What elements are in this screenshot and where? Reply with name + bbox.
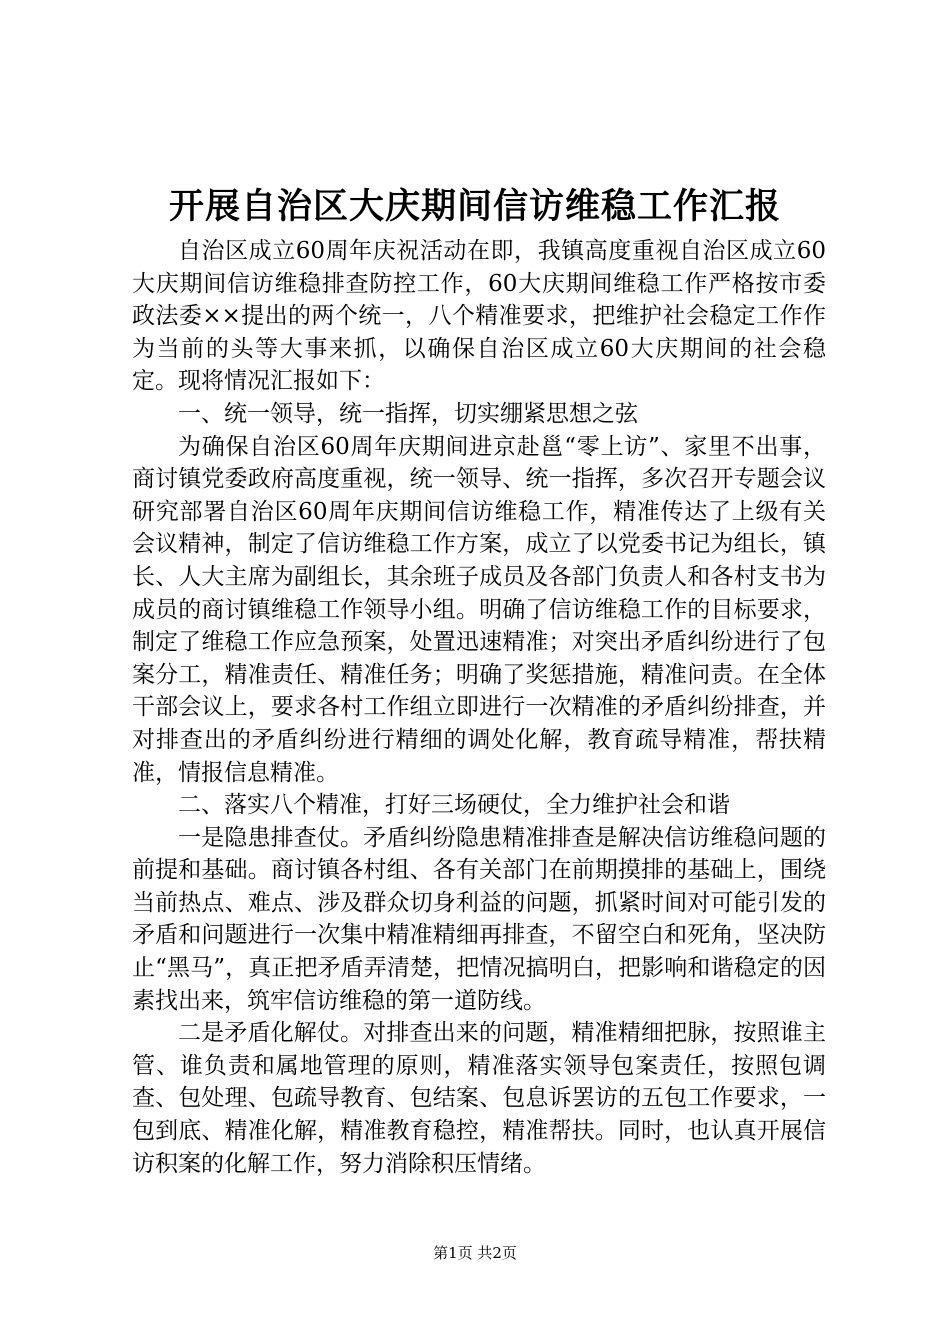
- section-1-paragraph: 为确保自治区60周年庆期间进京赴邕“零上访”、家里不出事，商讨镇党委政府高度重视，统一领导、统一指挥，多次召开专题会议研究部署自治区60周年庆期间信访维稳工作，精准传达了上级有关会议精神，制定了信访维稳工作方案，成立了以党委书记为组长，镇长、人大主席为副组长，其余班子成员及各部门负责人和各村支书为成员的商讨镇维稳工作领导小组。明确了信访维稳工作的目标要求，制定了维稳工作应急预案，处置迅速精准；对突出矛盾纠纷进行了包案分工，精准责任、精准任务；明确了奖惩措施，精准问责。在全体干部会议上，要求各村工作组立即进行一次精准的矛盾纠纷排查，并对排查出的矛盾纠纷进行精细的调处化解，教育疏导精准，帮扶精准，情报信息精准。: [132, 433, 826, 786]
- section-2-paragraph-2: 二是矛盾化解仗。对排查出来的问题，精准精细把脉，按照谁主管、谁负责和属地管理的原则，精准落实领导包案责任，按照包调查、包处理、包疏导教育、包结案、包息诉罢访的五包工作要求，一包到底、精准化解，精准教育稳控，精准帮扶。同时，也认真开展信访积案的化解工作，努力消除积压情绪。: [132, 1020, 826, 1177]
- section-2-paragraph-1: 一是隐患排查仗。矛盾纠纷隐患精准排查是解决信访维稳问题的前提和基础。商讨镇各村组、各有关部门在前期摸排的基础上，围绕当前热点、难点、涉及群众切身利益的问题，抓紧时间对可能引发的矛盾和问题进行一次集中精准精细再排查，不留空白和死角，坚决防止“黑马”，真正把矛盾弄清楚，把情况搞明白，把影响和谐稳定的因素找出来，筑牢信访维稳的第一道防线。: [132, 824, 826, 1014]
- intro-paragraph: 自治区成立60周年庆祝活动在即，我镇高度重视自治区成立60大庆期间信访维稳排查防控工作，60大庆期间维稳工作严格按市委政法委××提出的两个统一，八个精准要求，把维护社会稳定工作作为当前的头等大事来抓，以确保自治区成立60大庆期间的社会稳定。现将情况汇报如下：: [132, 238, 826, 395]
- section-heading-1: 一、统一领导，统一指挥，切实绷紧思想之弦: [178, 400, 638, 427]
- page-number-footer: 第1页 共2页: [433, 1244, 517, 1262]
- section-heading-2: 二、落实八个精准，打好三场硬仗，全力维护社会和谐: [178, 792, 730, 819]
- document-title: 开展自治区大庆期间信访维稳工作汇报: [168, 186, 781, 227]
- document-body: [132, 235, 826, 1180]
